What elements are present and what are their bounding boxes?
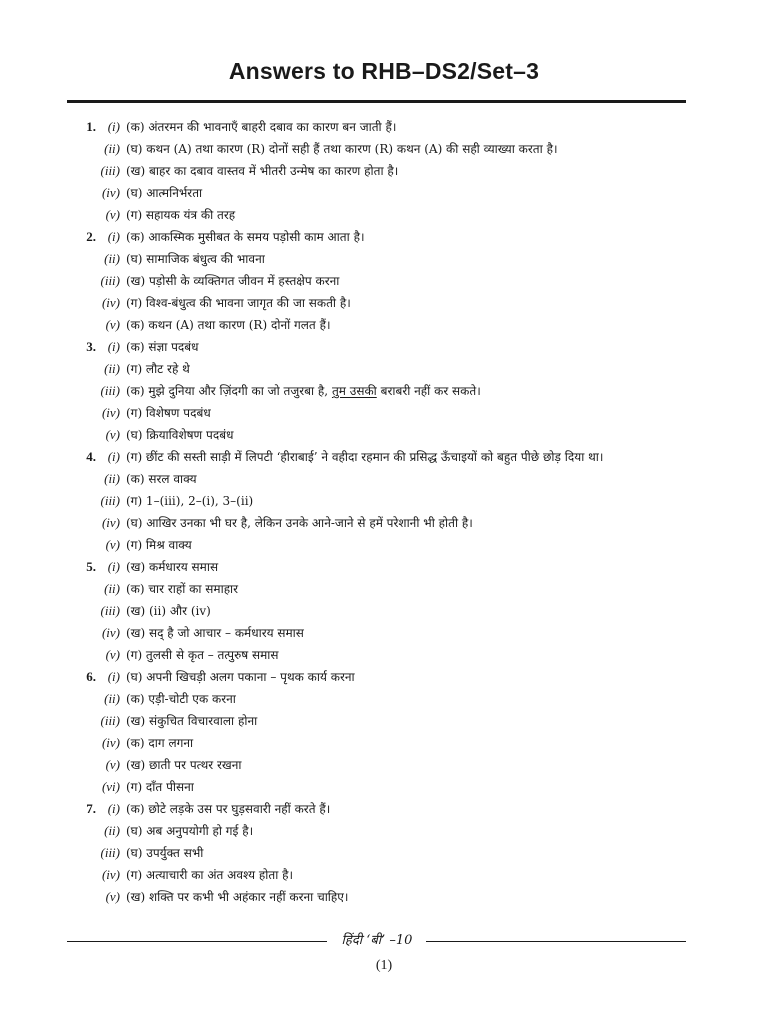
answer-text: (ख) (ii) और (iv) [126,604,211,618]
sub-question-number: (ii) [104,823,120,838]
sub-question-number: (i) [107,449,120,464]
answer-line [0,226,768,248]
question-number: 4. [86,449,96,464]
answer-text: (क) छोटे लड़के उस पर घुड़सवारी नहीं करते हैं। [126,802,331,816]
answer-line [0,754,768,776]
answer-text: (घ) कथन (A) तथा कारण (R) दोनों सही हैं तथा कारण (R) कथन (A) की सही व्याख्या करता है। [126,142,558,156]
sub-question-number: (ii) [104,471,120,486]
answer-line [0,710,768,732]
answer-line [0,490,768,512]
answer-text: (घ) आखिर उनका भी घर है, लेकिन उनके आने-जाने से हमें परेशानी भी होती है। [126,516,473,530]
answer-text: (ग) 1–(iii), 2–(i), 3–(ii) [126,494,254,508]
sub-question-number: (iii) [100,273,120,288]
answer-text: (ग) लौट रहे थे [126,362,190,376]
sub-question-number: (i) [107,229,120,244]
sub-question-number: (ii) [104,361,120,376]
answer-text: (ख) शक्ति पर कभी भी अहंकार नहीं करना चाहिए। [126,890,349,904]
answer-line [0,842,768,864]
sub-question-number: (iv) [101,185,120,200]
footer-divider-left [67,941,327,942]
answer-text [126,380,481,402]
answer-line [0,446,768,468]
sub-question-number: (ii) [104,141,120,156]
answer-line [0,204,768,226]
sub-question-number: (v) [105,757,120,772]
answer-line [0,468,768,490]
answer-line [0,776,768,798]
answer-text: (ख) सद् है जो आचार – कर्मधारय समास [126,626,304,640]
sub-question-number: (ii) [104,581,120,596]
answer-line [0,556,768,578]
sub-question-number: (iii) [100,493,120,508]
answer-line [0,798,768,820]
answer-line [0,292,768,314]
answer-line [0,138,768,160]
answer-line [0,688,768,710]
sub-question-number: (iv) [101,295,120,310]
answer-line [0,116,768,138]
sub-question-number: (iv) [101,735,120,750]
answer-text: (ग) दाँत पीसना [126,780,194,794]
answer-text: (ख) कर्मधारय समास [126,560,219,574]
answer-line [0,182,768,204]
answer-line [0,644,768,666]
sub-question-number: (i) [107,801,120,816]
question-number: 6. [86,669,96,684]
answer-text: (क) एड़ी-चोटी एक करना [126,692,236,706]
answer-text: (क) अंतरमन की भावनाएँ बाहरी दबाव का कारण बन जाती हैं। [126,120,397,134]
sub-question-number: (iv) [101,405,120,420]
sub-question-number: (iii) [100,603,120,618]
sub-question-number: (v) [105,537,120,552]
answer-line [0,314,768,336]
underlined-phrase: तुम उसकी [331,384,377,398]
answer-text: (क) संज्ञा पदबंध [126,340,199,354]
sub-question-number: (i) [107,119,120,134]
answer-text: (ख) पड़ोसी के व्यक्तिगत जीवन में हस्तक्षेप करना [126,274,340,288]
answer-text: (ग) मिश्र वाक्य [126,538,192,552]
page-title: Answers to RHB–DS2/Set–3 [228,58,540,84]
answer-text: (ख) बाहर का दबाव वास्तव में भीतरी उन्मेष का कारण होता है। [126,164,399,178]
sub-question-number: (i) [107,339,120,354]
answer-text: (ग) विशेषण पदबंध [126,406,211,420]
answer-text: (घ) अपनी खिचड़ी अलग पकाना – पृथक कार्य करना [126,670,355,684]
sub-question-number: (v) [105,207,120,222]
answer-text: (क) कथन (A) तथा कारण (R) दोनों गलत हैं। [126,318,331,332]
footer-label: हिंदी ‘बी’ –10 [341,933,413,948]
sub-question-number: (i) [107,559,120,574]
answer-text: (ग) तुलसी से कृत – तत्पुरुष समास [126,648,279,662]
answer-text: (क) दाग लगना [126,736,194,750]
answer-line [0,380,768,402]
answer-text: (ग) छींट की सस्ती साड़ी में लिपटी ‘हीराबाई’ ने वहीदा रहमान की प्रसिद्ध ऊँचाइयों को बहुत पीछे छोड़ दिया था। [126,450,604,464]
sub-question-number: (iv) [101,625,120,640]
answer-line [0,336,768,358]
answer-line [0,578,768,600]
answer-line [0,512,768,534]
answer-text: (ग) अत्याचारी का अंत अवश्य होता है। [126,868,294,882]
answer-text: (घ) अब अनुपयोगी हो गई है। [126,824,254,838]
answer-line [0,886,768,908]
answer-text: (क) सरल वाक्य [126,472,197,486]
question-number: 3. [86,339,96,354]
question-number: 5. [86,559,96,574]
sub-question-number: (iii) [100,713,120,728]
answer-text-part: बराबरी नहीं कर सकते। [376,384,481,398]
answer-line [0,358,768,380]
answer-text: (क) आकस्मिक मुसीबत के समय पड़ोसी काम आता है। [126,230,365,244]
sub-question-number: (ii) [104,251,120,266]
sub-question-number: (iii) [100,845,120,860]
question-number: 1. [86,119,96,134]
sub-question-number: (v) [105,647,120,662]
answer-line [0,600,768,622]
answer-text-part: (क) मुझे दुनिया और ज़िंदगी का जो तजुरबा है, [126,384,332,398]
sub-question-number: (vi) [101,779,120,794]
answer-text: (ख) छाती पर पत्थर रखना [126,758,242,772]
question-number: 2. [86,229,96,244]
answer-line [0,424,768,446]
answer-text: (घ) क्रियाविशेषण पदबंध [126,428,234,442]
sub-question-number: (v) [105,889,120,904]
answer-text: (ख) संकुचित विचारवाला होना [126,714,258,728]
answer-line [0,160,768,182]
sub-question-number: (v) [105,317,120,332]
answer-text: (घ) सामाजिक बंधुत्व की भावना [126,252,265,266]
sub-question-number: (ii) [104,691,120,706]
sub-question-number: (iii) [100,163,120,178]
sub-question-number: (i) [107,669,120,684]
page-number: (1) [375,958,393,973]
answer-line [0,820,768,842]
sub-question-number: (iii) [100,383,120,398]
sub-question-number: (iv) [101,867,120,882]
answer-text: (ग) विश्व-बंधुत्व की भावना जागृत की जा सकती है। [126,296,351,310]
footer-divider-right [426,941,686,942]
answer-line [0,270,768,292]
answer-line [0,732,768,754]
sub-question-number: (v) [105,427,120,442]
question-number: 7. [86,801,96,816]
answer-text: (क) चार राहों का समाहार [126,582,239,596]
answer-line [0,622,768,644]
answer-text: (घ) उपर्युक्त सभी [126,846,204,860]
answer-line [0,402,768,424]
answer-text: (घ) आत्मनिर्भरता [126,186,203,200]
answer-line [0,666,768,688]
answer-line [0,248,768,270]
sub-question-number: (iv) [101,515,120,530]
answer-line [0,534,768,556]
answer-text: (ग) सहायक यंत्र की तरह [126,208,236,222]
answer-line [0,864,768,886]
